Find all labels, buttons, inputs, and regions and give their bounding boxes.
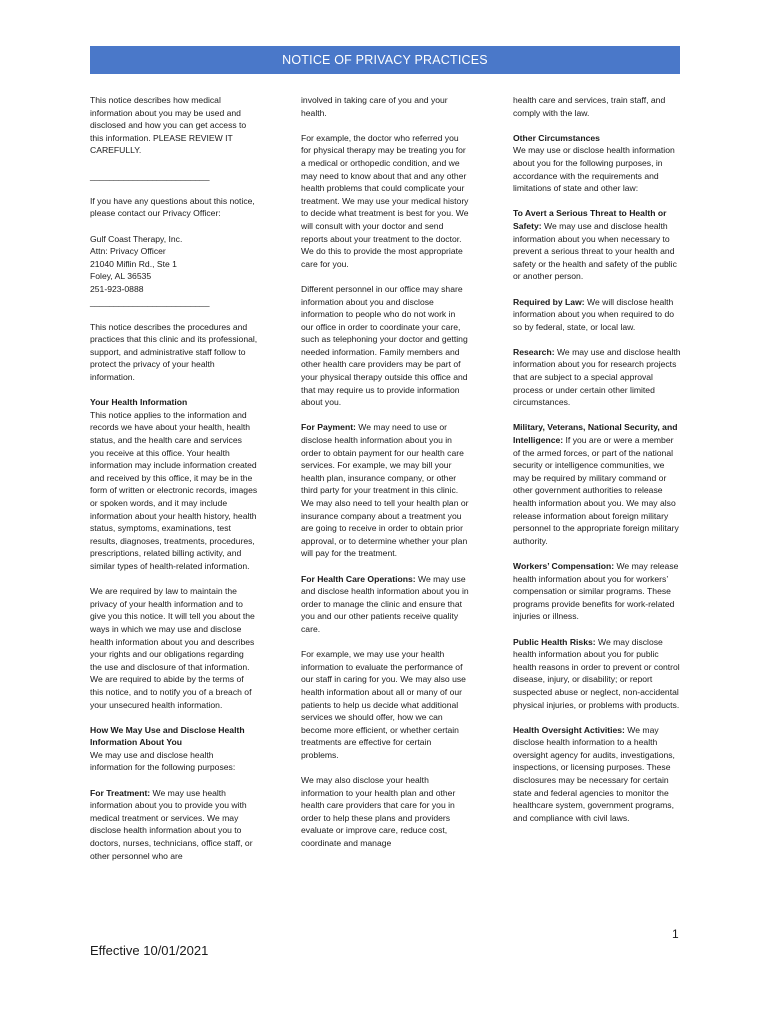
referral-example-paragraph: For example, the doctor who referred you for physical therapy may be treating you for a medical or orthopedic condition, and we may need to know about that and any other health problems that could complicate your treatment. We may use your medical history to decide what treatment is best for you. We will consult with your doctor and send reports about your treatment to the doctor. We do this to provide the most appropriate care for you. — [301, 132, 469, 269]
inline-heading: For Health Care Operations: — [301, 573, 416, 584]
inline-heading: For Payment: — [301, 422, 356, 433]
section-heading: Your Health Information — [90, 397, 188, 408]
intro-paragraph: This notice describes how medical information about you may be used and disclosed and how you can get access to this information. PLEASE REVIEW IT CAREFULLY. — [90, 95, 247, 156]
health-oversight-paragraph — [513, 724, 681, 825]
effective-date-footer: Effective 10/01/2021 — [90, 943, 209, 958]
inline-heading: Workers’ Compensation: — [513, 560, 615, 571]
disclose-continued: health care and services, train staff, and comply with the law. — [513, 95, 666, 118]
public-health-paragraph — [513, 636, 681, 712]
column-2 — [301, 94, 469, 862]
treatment-paragraph — [90, 787, 258, 863]
inline-heading: Health Oversight Activities: — [513, 724, 625, 735]
disclose-to-plan-paragraph: We may also disclose your health information to your health plan and other health care providers that care for you in order to help these plans and providers evaluate or improve care, reduce cost, coordinate and manage — [301, 775, 456, 849]
inline-heading: Military, Veterans, National Security, and Intelligence: — [513, 422, 678, 446]
divider-rule: _________________________ — [90, 296, 210, 307]
inline-heading: For Treatment: — [90, 787, 151, 798]
address-line: Attn: Privacy Officer — [90, 246, 166, 257]
paragraph-text: We may use health information about you to provide you with medical treatment or services. We may disclose health information about you to doctors, nurses, technicians, office staff, or other personnel who are — [90, 787, 253, 861]
research-paragraph — [513, 346, 681, 409]
address-line: 21040 Miflin Rd., Ste 1 — [90, 258, 177, 269]
inline-heading: Research: — [513, 346, 555, 357]
paragraph-text: We may need to use or disclose health information about you in order to obtain payment for our health care services. For example, we may bill your health plan, insurance company, or other third party for your treatment in this clinic. We may also need to tell your health plan or insurance company about a treatment you are going to receive in order to obtain prior approval, or to determine whether your plan will pay for the treatment. — [301, 422, 469, 559]
inline-heading: To Avert a Serious Threat to Health or Safety: — [513, 208, 667, 231]
other-circumstances-section — [513, 132, 681, 195]
questions-paragraph: If you have any questions about this notice, please contact our Privacy Officer: — [90, 195, 255, 219]
column-1 — [90, 94, 258, 875]
document-title-banner: NOTICE OF PRIVACY PRACTICES — [90, 46, 680, 74]
personnel-paragraph: Different personnel in our office may share information about you and disclose information to people who do not work in our office in order to coordinate your care, such as telephoning your doctor and getting needed information. Family members and other health care providers may be part of your physical therapy outside this office and that may require us to provide information about you. — [301, 283, 468, 408]
inline-heading: Required by Law: — [513, 296, 585, 307]
address-line: Gulf Coast Therapy, Inc. — [90, 233, 183, 244]
required-by-law-disclosure-paragraph — [513, 296, 681, 334]
section-text: We may use or disclose health information about you for the following purposes, in accordance with the requirements and limitations of state and other law: — [513, 145, 675, 194]
workers-compensation-paragraph — [513, 560, 681, 623]
procedures-paragraph: This notice describes the procedures and practices that this clinic and its professional, support, and administrative staff follow to protect the privacy of your health information. — [90, 321, 258, 383]
column-3 — [513, 94, 681, 837]
inline-heading: Public Health Risks: — [513, 636, 596, 647]
health-information-section — [90, 396, 258, 572]
paragraph-text: We may disclose health information to a health oversight agency for audits, investigations, inspections, or licensing purposes. These disclosures may be necessary for certain state and federal agencies to monitor the healthcare system, government programs, and compliance with civil laws. — [513, 724, 675, 823]
section-heading: Other Circumstances — [513, 132, 600, 143]
address-line: Foley, AL 36535 — [90, 271, 152, 282]
section-text: We may use and disclose health information for the following purposes: — [90, 749, 236, 773]
paragraph-text: We may use and disclose health information about you for research projects that are subject to a special approval process or under certain other limited circumstances. — [513, 346, 681, 408]
operations-paragraph — [301, 573, 469, 636]
paragraph-text: We may release health information about you for workers’ compensation or similar programs. These programs provide benefits for work-related injuries or illness. — [513, 560, 679, 622]
section-text: This notice applies to the information and records we have about your health, health status, and the health care and services you receive at this office. Your health information may include information created and received by this office, it may be in the form of written or electronic records, images or spoken words, and it may include information about your health history, health status, symptoms, examinations, test results, diagnoses, treatments, procedures, prescriptions, related billing activity, and similar types of health-related information. — [90, 409, 258, 571]
avert-threat-paragraph — [513, 207, 681, 283]
required-by-law-paragraph: We are required by law to maintain the privacy of your health information and to give you this notice. It will tell you about the ways in which we may use and disclose health information about you and describes your rights and our obligations regarding the use and disclosure of that information. We are required to abide by the terms of this notice, and to notify you of a breach of your unsecured health information. — [90, 586, 255, 710]
section-heading: How We May Use and Disclose Health Information About You — [90, 724, 245, 748]
payment-paragraph — [301, 421, 469, 560]
operations-example-paragraph: For example, we may use your health information to evaluate the performance of our staff in caring for you. We may also use health information about all or many of our patients to help us decide what additional services we should offer, how we can become more efficient, or whether certain treatments are effective for certain problems. — [301, 649, 466, 760]
military-paragraph — [513, 421, 681, 547]
paragraph-text: If you are or were a member of the armed forces, or part of the national security or intelligence communities, we may be required by military command or other government authorities to release health information about you. We may also release information about foreign military personnel to the appropriate foreign military authority. — [513, 435, 679, 546]
uses-disclosures-section — [90, 724, 258, 774]
privacy-officer-address — [90, 233, 258, 296]
paragraph-text: We may use and disclose health information about you in order to manage the clinic and ensure that you and our other patients receive quality care. — [301, 573, 469, 634]
paragraph-text: We will disclose health information about you when required to do so by federal, state, or local law. — [513, 296, 674, 332]
paragraph-text: We may use and disclose health information about you when necessary to prevent a serious threat to your health and safety or the health and safety of the public or another person. — [513, 220, 677, 282]
paragraph-text: We may disclose health information about you for public health reasons in order to prevent or control disease, injury, or disability; or report suspected abuse or neglect, non-accidental physical injuries, or problems with products. — [513, 636, 680, 710]
address-line: 251-923-0888 — [90, 283, 144, 294]
page-number: 1 — [672, 927, 679, 941]
treatment-continued: involved in taking care of you and your health. — [301, 95, 448, 118]
divider-rule: _________________________ — [90, 170, 210, 181]
